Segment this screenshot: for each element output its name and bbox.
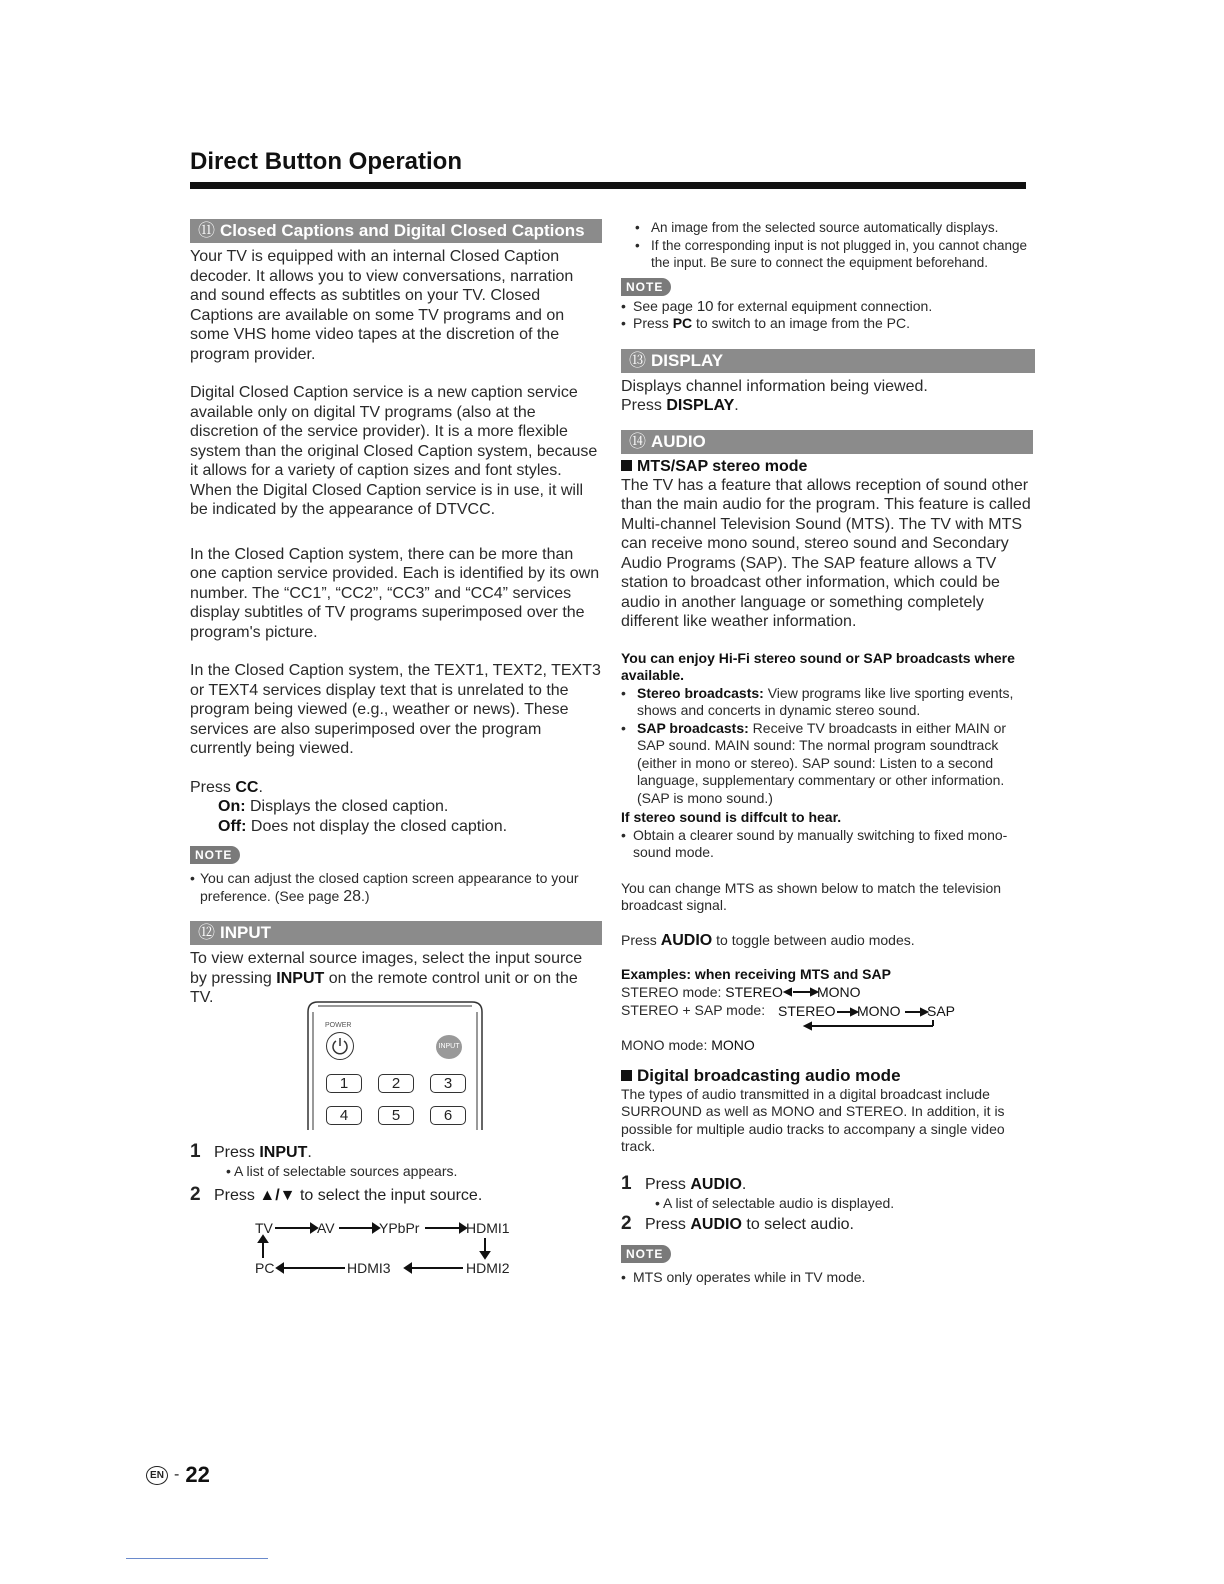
sap-label: SAP broadcasts:: [637, 719, 749, 736]
audio-step-2: [621, 1214, 1035, 1235]
square-bullet-icon: [621, 460, 632, 471]
square-bullet-icon: [621, 1070, 632, 1081]
step-number: 1: [190, 1141, 201, 1162]
number-keypad: [326, 1074, 466, 1125]
display-press-line: [621, 396, 1035, 416]
bullet-text: An image from the selected source automatically displays.: [651, 220, 999, 235]
flow-tv: TV: [255, 1220, 273, 1236]
flow-hdmi3: HDMI3: [347, 1260, 391, 1276]
audio-note: • MTS only operates while in TV mode.: [621, 1269, 866, 1285]
off-text: Does not display the closed caption.: [250, 817, 508, 835]
flow-arrows-icon: [255, 1218, 525, 1278]
audio-sap-bullet: • SAP broadcasts: Receive TV broadcasts in either MAIN or SAP sound. MAIN sound: The normal program soundtrack (either in mono or stereo). SAP sound: Listen to a second language, supplementary commentary or other information. (SAP is mono sound.): [621, 719, 1007, 806]
example-b: MONO: [857, 1002, 901, 1019]
audio-paragraph-1: The TV has a feature that allows reception of sound other than the main audio for the program. This feature is called Multi-channel Television Sound (MTS). The TV with MTS can receive mono sound, stereo sound and Secondary Audio Programs (SAP). The SAP feature allows a TV station to broadcast other information, which could be audio in another language or something completely different like weather information.: [621, 476, 1031, 630]
cc-paragraph-4: In the Closed Caption system, the TEXT1, TEXT2, TEXT3 or TEXT4 services display text that is unrelated to the program being viewed (e.g., weather or news). These services are also superimposed over the program currently being viewed.: [190, 662, 601, 757]
flow-hdmi1: HDMI1: [466, 1220, 510, 1236]
step-key: AUDIO: [690, 1216, 742, 1233]
stereo-text: View programs like live sporting events, shows and concerts in dynamic stereo sound.: [637, 684, 1014, 718]
power-icon: [327, 1033, 353, 1059]
cc-note-end: .): [361, 887, 370, 904]
page-footer: [146, 1462, 210, 1488]
power-button[interactable]: [326, 1032, 354, 1060]
press-text-b: to toggle between audio modes.: [716, 931, 915, 948]
cc-note-text: You can adjust the closed caption screen appearance to your preference. (See page: [200, 870, 579, 904]
step-number: 1: [621, 1172, 632, 1194]
cc-key: CC: [235, 778, 259, 796]
example-a: STEREO: [725, 983, 783, 1000]
step-key: INPUT: [259, 1144, 308, 1161]
example-label: STEREO mode:: [621, 983, 722, 1000]
example-arrows-icon: [621, 984, 1031, 1034]
input-intro: [190, 949, 602, 1008]
right-column: [621, 219, 1035, 1287]
section-number: ⑪: [198, 221, 215, 240]
step-text-b: to select audio.: [746, 1216, 854, 1233]
audio-difficult-head: If stereo sound is diffcult to hear.: [621, 809, 842, 825]
key-3[interactable]: 3: [430, 1074, 466, 1093]
input-note-1: • See page 10 for external equipment connection.: [621, 297, 933, 315]
audio-subhead-digital: [621, 1066, 1035, 1086]
step-key: AUDIO: [690, 1175, 742, 1193]
step-end: .: [307, 1144, 312, 1161]
step-text-b: to select the input source.: [299, 1186, 483, 1204]
press-label: Press: [190, 778, 231, 796]
press-label: Press: [621, 397, 662, 414]
step-sub-text: A list of selectable audio is displayed.: [663, 1194, 895, 1211]
cc-note-page: 28: [343, 887, 362, 905]
note-text-b: for external equipment connection.: [717, 297, 933, 314]
audio-note-badge: NOTE: [621, 1245, 671, 1263]
step-text: Press: [645, 1216, 686, 1233]
input-step-1-sub: • A list of selectable sources appears.: [226, 1163, 458, 1179]
up-down-arrow-icon: ▲/▼: [259, 1186, 296, 1204]
input-source-flow: [255, 1218, 525, 1278]
note-text: Press: [633, 315, 669, 331]
section-number: ⑫: [198, 923, 215, 942]
cc-paragraph-3: In the Closed Caption system, there can be more than one caption service provided. Each is identified by its own number. The “CC1”, “CC2”, “CC3” and “CC4” services display subtitles of TV programs superimposed over the program's picture.: [190, 545, 600, 641]
audio-note-text: MTS only operates while in TV mode.: [633, 1269, 866, 1285]
example-label: MONO mode:: [621, 1036, 708, 1053]
key-6[interactable]: 6: [430, 1106, 466, 1125]
cc-paragraph-2: Digital Closed Caption service is a new caption service available only on digital TV programs (also at the discretion of the service provider). It is a more flexible system than the original Closed Caption system, because it allows for a variety of caption sizes and font styles. When the Digital Closed Caption service is in use, it will be indicated by the appearance of DTVCC.: [190, 384, 598, 518]
flow-av: AV: [317, 1220, 335, 1236]
footer-separator: -: [174, 1466, 180, 1483]
audio-stereo-bullet: • Stereo broadcasts: View programs like live sporting events, shows and concerts in dynamic stereo sound.: [621, 684, 1014, 718]
bullet-text: If the corresponding input is not plugged in, you cannot change the input. Be sure to connect the equipment beforehand.: [651, 237, 1028, 270]
audio-key: AUDIO: [660, 931, 713, 949]
note-text: See page: [633, 297, 693, 314]
press-label: Press: [621, 931, 657, 948]
section-display-heading: [621, 349, 1035, 373]
subhead-text: MTS/SAP stereo mode: [637, 457, 808, 475]
audio-examples: [621, 984, 1035, 1056]
audio-examples-head: Examples: when receiving MTS and SAP: [621, 966, 891, 982]
cc-off-line: [190, 817, 602, 837]
step-end: .: [741, 1175, 747, 1193]
input-step-2: [190, 1185, 602, 1206]
section-number: ⑭: [629, 431, 646, 451]
flow-pc: PC: [255, 1260, 275, 1276]
example-c: SAP: [927, 1002, 956, 1019]
note-page: 10: [696, 297, 714, 315]
language-badge: EN: [146, 1466, 168, 1485]
key-1[interactable]: 1: [326, 1074, 362, 1093]
input-intro-a: To view external source images, select the input source by pressing: [190, 950, 583, 987]
note-text-b: to switch to an image from the PC.: [696, 315, 911, 331]
key-4[interactable]: 4: [326, 1106, 362, 1125]
step-sub-text: A list of selectable sources appears.: [234, 1163, 458, 1179]
remote-illustration: [304, 1000, 486, 1130]
cc-on-line: [190, 797, 602, 817]
example-mono: [621, 1037, 755, 1055]
example-b: MONO: [817, 983, 861, 1000]
stereo-label: Stereo broadcasts:: [637, 684, 764, 701]
press-end: .: [258, 778, 263, 796]
left-column: [190, 219, 602, 1008]
example-a: MONO: [711, 1036, 755, 1053]
section-number: ⑬: [629, 350, 646, 370]
flow-hdmi2: HDMI2: [466, 1260, 510, 1276]
section-title: DISPLAY: [651, 350, 724, 370]
input-note-2: • Press PC to switch to an image from the PC.: [621, 315, 911, 331]
audio-step-1-sub: • A list of selectable audio is displayed.: [655, 1194, 895, 1211]
power-label: POWER: [325, 1022, 352, 1029]
input-note-badge: NOTE: [621, 278, 671, 296]
difficult-text: Obtain a clearer sound by manually switching to fixed mono-sound mode.: [633, 826, 1008, 860]
on-text: Displays the closed caption.: [250, 798, 449, 815]
input-intro-b: on the remote control unit or on the TV.: [190, 969, 578, 1006]
audio-paragraph-2: The types of audio transmitted in a digital broadcast include SURROUND as well as MONO and STEREO. In addition, it is possible for multiple audio tracks to accompany a single video track.: [621, 1085, 1005, 1154]
audio-difficult-bullet: • Obtain a clearer sound by manually switching to fixed mono-sound mode.: [621, 827, 1035, 862]
input-bullet-2: • If the corresponding input is not plugged in, you cannot change the input. Be sure to connect the equipment beforehand.: [621, 237, 1035, 272]
audio-change-text: You can change MTS as shown below to match the television broadcast signal.: [621, 879, 1002, 913]
display-line: Displays channel information being viewed.: [621, 377, 928, 395]
display-key: DISPLAY: [666, 397, 735, 414]
pc-key: PC: [672, 315, 693, 331]
cc-press-line: [190, 778, 602, 798]
page-title: Direct Button Operation: [190, 148, 463, 175]
title-rule: [190, 182, 1026, 189]
input-step-1: [190, 1142, 602, 1163]
example-label: STEREO + SAP mode:: [621, 1001, 766, 1018]
step-text: Press: [645, 1175, 686, 1193]
audio-press-line: [621, 932, 1035, 950]
audio-subhead-mts: [621, 458, 1035, 476]
page-number: 22: [185, 1462, 210, 1487]
press-end: .: [734, 397, 739, 414]
section-title: INPUT: [220, 923, 271, 942]
step-text: Press: [214, 1186, 255, 1204]
section-closed-captions-heading: [190, 219, 602, 243]
audio-step-1: [621, 1174, 1035, 1195]
input-steps: [190, 1142, 602, 1206]
sap-text: Receive TV broadcasts in either MAIN or SAP sound. MAIN sound: The normal program soundtrack (either in mono or stereo). SAP sound: Listen to a second language, supplementary commentary or other information. (SAP is mono sound.): [637, 719, 1007, 806]
on-label: On:: [218, 798, 246, 815]
off-label: Off:: [218, 817, 247, 835]
example-a: STEREO: [778, 1002, 836, 1019]
section-title: Closed Captions and Digital Closed Captions: [220, 221, 585, 240]
section-input-heading: [190, 921, 602, 945]
input-button[interactable]: INPUT: [436, 1035, 462, 1059]
input-bullet-1: • An image from the selected source automatically displays.: [635, 220, 999, 235]
step-number: 2: [621, 1213, 632, 1234]
bottom-link-underline: [126, 1558, 268, 1559]
subhead-text: Digital broadcasting audio mode: [637, 1065, 901, 1085]
key-5[interactable]: 5: [378, 1106, 414, 1125]
input-key: INPUT: [276, 969, 325, 987]
flow-ypbpr: YPbPr: [379, 1220, 420, 1236]
section-title: AUDIO: [651, 431, 706, 451]
step-number: 2: [190, 1183, 201, 1205]
audio-hifi-head: You can enjoy Hi-Fi stereo sound or SAP broadcasts where available.: [621, 649, 1015, 683]
key-2[interactable]: 2: [378, 1074, 414, 1093]
cc-note: • You can adjust the closed caption screen appearance to your preference. (See page 28.): [190, 870, 579, 905]
cc-paragraph-1: Your TV is equipped with an internal Closed Caption decoder. It allows you to view conversations, narration and sound effects as subtitles on your TV. Closed Captions are available on some TV programs and on some VHS home video tapes at the discretion of the program provider.: [190, 248, 574, 363]
step-text: Press: [214, 1144, 255, 1161]
cc-note-badge: NOTE: [190, 846, 240, 864]
section-audio-heading: [621, 430, 1033, 454]
